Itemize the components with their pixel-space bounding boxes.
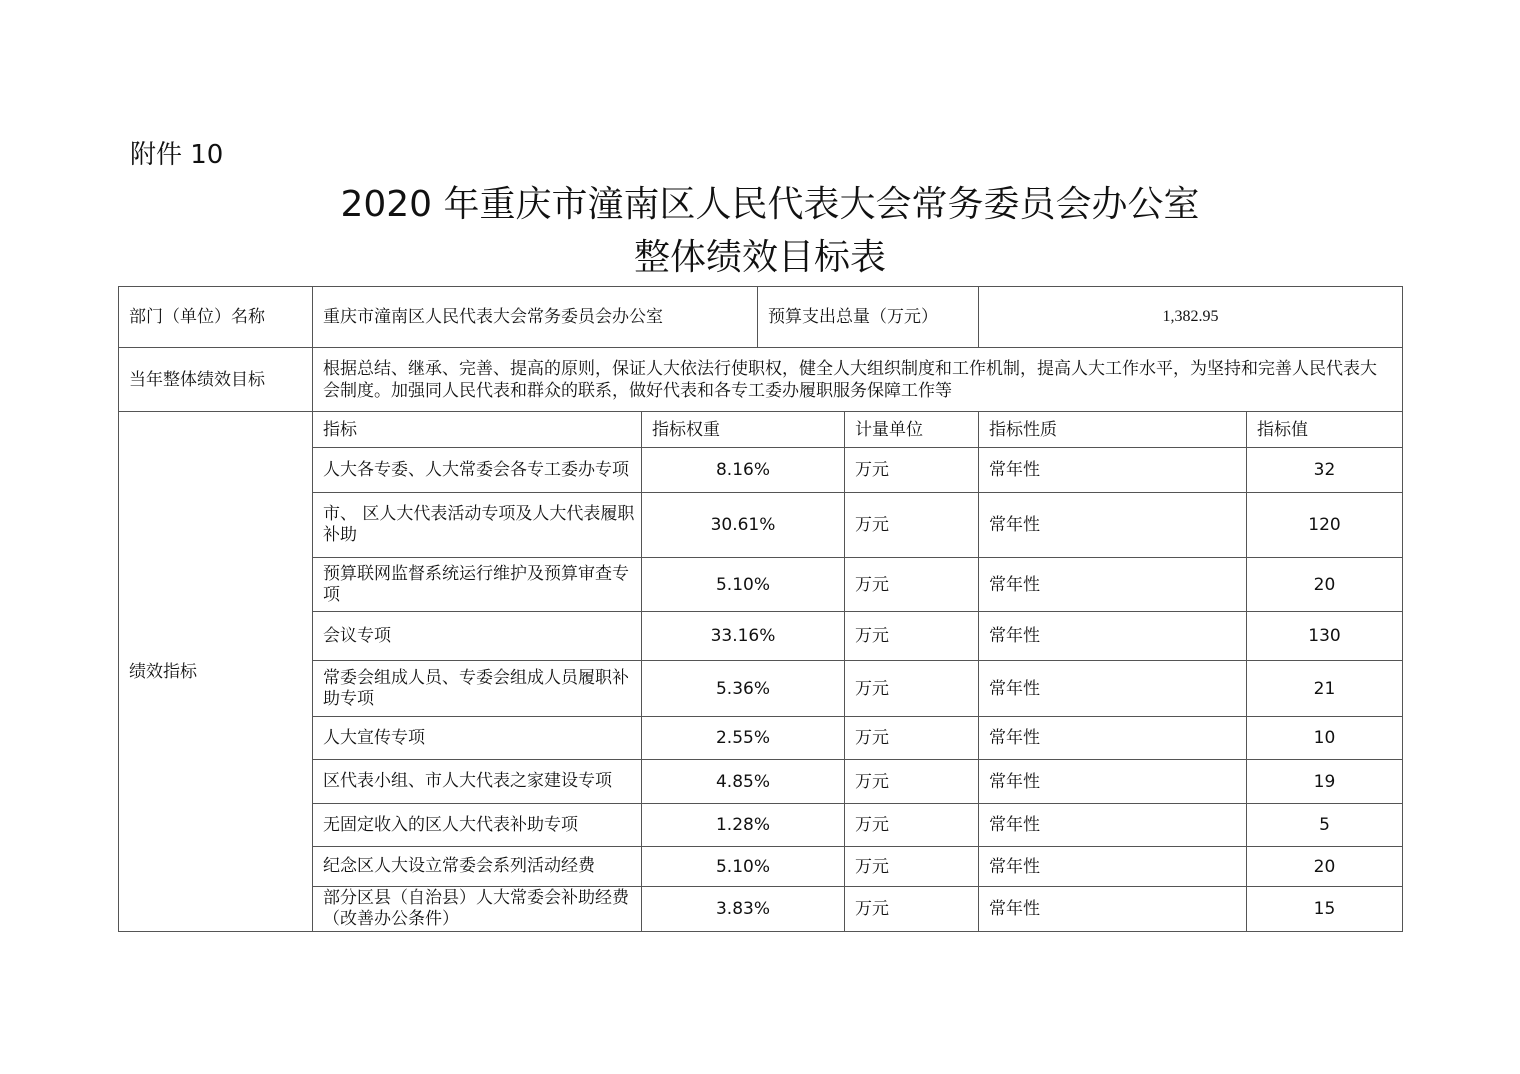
- indicator-header-row: [119, 412, 1403, 448]
- indicator-weight: 8.16%: [642, 448, 845, 493]
- indicator-nature: 常年性: [979, 612, 1247, 661]
- dept-row: [119, 287, 1403, 348]
- indicator-weight: 2.55%: [642, 717, 845, 760]
- indicator-nature: 常年性: [979, 661, 1247, 717]
- indicator-name: 市、 区人大代表活动专项及人大代表履职补助: [313, 493, 642, 558]
- indicator-value: 130: [1247, 612, 1403, 661]
- indicator-unit: 万元: [845, 558, 979, 612]
- goal-label: 当年整体绩效目标: [119, 348, 313, 412]
- indicator-unit: 万元: [845, 661, 979, 717]
- indicator-unit: 万元: [845, 760, 979, 804]
- indicator-name: 纪念区人大设立常委会系列活动经费: [313, 847, 642, 887]
- header-unit: 计量单位: [845, 412, 979, 448]
- indicator-name: 人大各专委、人大常委会各专工委办专项: [313, 448, 642, 493]
- indicator-weight: 33.16%: [642, 612, 845, 661]
- header-nature: 指标性质: [979, 412, 1247, 448]
- indicator-value: 120: [1247, 493, 1403, 558]
- indicator-value: 5: [1247, 804, 1403, 847]
- indicator-weight: 5.10%: [642, 558, 845, 612]
- indicator-nature: 常年性: [979, 717, 1247, 760]
- header-indicator: 指标: [313, 412, 642, 448]
- indicator-value: 32: [1247, 448, 1403, 493]
- indicator-value: 19: [1247, 760, 1403, 804]
- indicator-value: 10: [1247, 717, 1403, 760]
- indicator-unit: 万元: [845, 717, 979, 760]
- header-value: 指标值: [1247, 412, 1403, 448]
- indicator-value: 21: [1247, 661, 1403, 717]
- indicator-section-label: 绩效指标: [119, 412, 313, 932]
- indicator-nature: 常年性: [979, 558, 1247, 612]
- budget-label: 预算支出总量（万元）: [758, 287, 979, 348]
- indicator-name: 部分区县（自治县）人大常委会补助经费（改善办公条件）: [313, 887, 642, 932]
- dept-label: 部门（单位）名称: [119, 287, 313, 348]
- indicator-name: 区代表小组、市人大代表之家建设专项: [313, 760, 642, 804]
- indicator-unit: 万元: [845, 887, 979, 932]
- goal-row: [119, 348, 1403, 412]
- indicator-value: 20: [1247, 847, 1403, 887]
- attachment-label: 附件 10: [130, 140, 224, 170]
- indicator-nature: 常年性: [979, 804, 1247, 847]
- indicator-unit: 万元: [845, 804, 979, 847]
- indicator-name: 人大宣传专项: [313, 717, 642, 760]
- performance-target-table: [118, 286, 1403, 932]
- indicator-nature: 常年性: [979, 493, 1247, 558]
- indicator-weight: 5.10%: [642, 847, 845, 887]
- indicator-value: 20: [1247, 558, 1403, 612]
- indicator-weight: 30.61%: [642, 493, 845, 558]
- indicator-value: 15: [1247, 887, 1403, 932]
- indicator-weight: 5.36%: [642, 661, 845, 717]
- indicator-name: 常委会组成人员、专委会组成人员履职补助专项: [313, 661, 642, 717]
- indicator-name: 会议专项: [313, 612, 642, 661]
- indicator-weight: 4.85%: [642, 760, 845, 804]
- indicator-nature: 常年性: [979, 760, 1247, 804]
- indicator-nature: 常年性: [979, 887, 1247, 932]
- indicator-unit: 万元: [845, 847, 979, 887]
- indicator-name: 无固定收入的区人大代表补助专项: [313, 804, 642, 847]
- header-weight: 指标权重: [642, 412, 845, 448]
- indicator-unit: 万元: [845, 612, 979, 661]
- indicator-nature: 常年性: [979, 847, 1247, 887]
- indicator-name: 预算联网监督系统运行维护及预算审查专项: [313, 558, 642, 612]
- budget-value: 1,382.95: [979, 287, 1403, 348]
- document-subtitle: 整体绩效目标表: [633, 237, 886, 278]
- indicator-nature: 常年性: [979, 448, 1247, 493]
- indicator-unit: 万元: [845, 448, 979, 493]
- dept-value: 重庆市潼南区人民代表大会常务委员会办公室: [313, 287, 758, 348]
- document-title: 2020 年重庆市潼南区人民代表大会常务委员会办公室: [340, 184, 1200, 225]
- indicator-unit: 万元: [845, 493, 979, 558]
- indicator-weight: 1.28%: [642, 804, 845, 847]
- goal-text: 根据总结、继承、完善、提高的原则，保证人大依法行使职权，健全人大组织制度和工作机制，提高人大工作水平，为坚持和完善人民代表大会制度。加强同人民代表和群众的联系，做好代表和各专工委办履职服务保障工作等: [313, 348, 1403, 412]
- indicator-weight: 3.83%: [642, 887, 845, 932]
